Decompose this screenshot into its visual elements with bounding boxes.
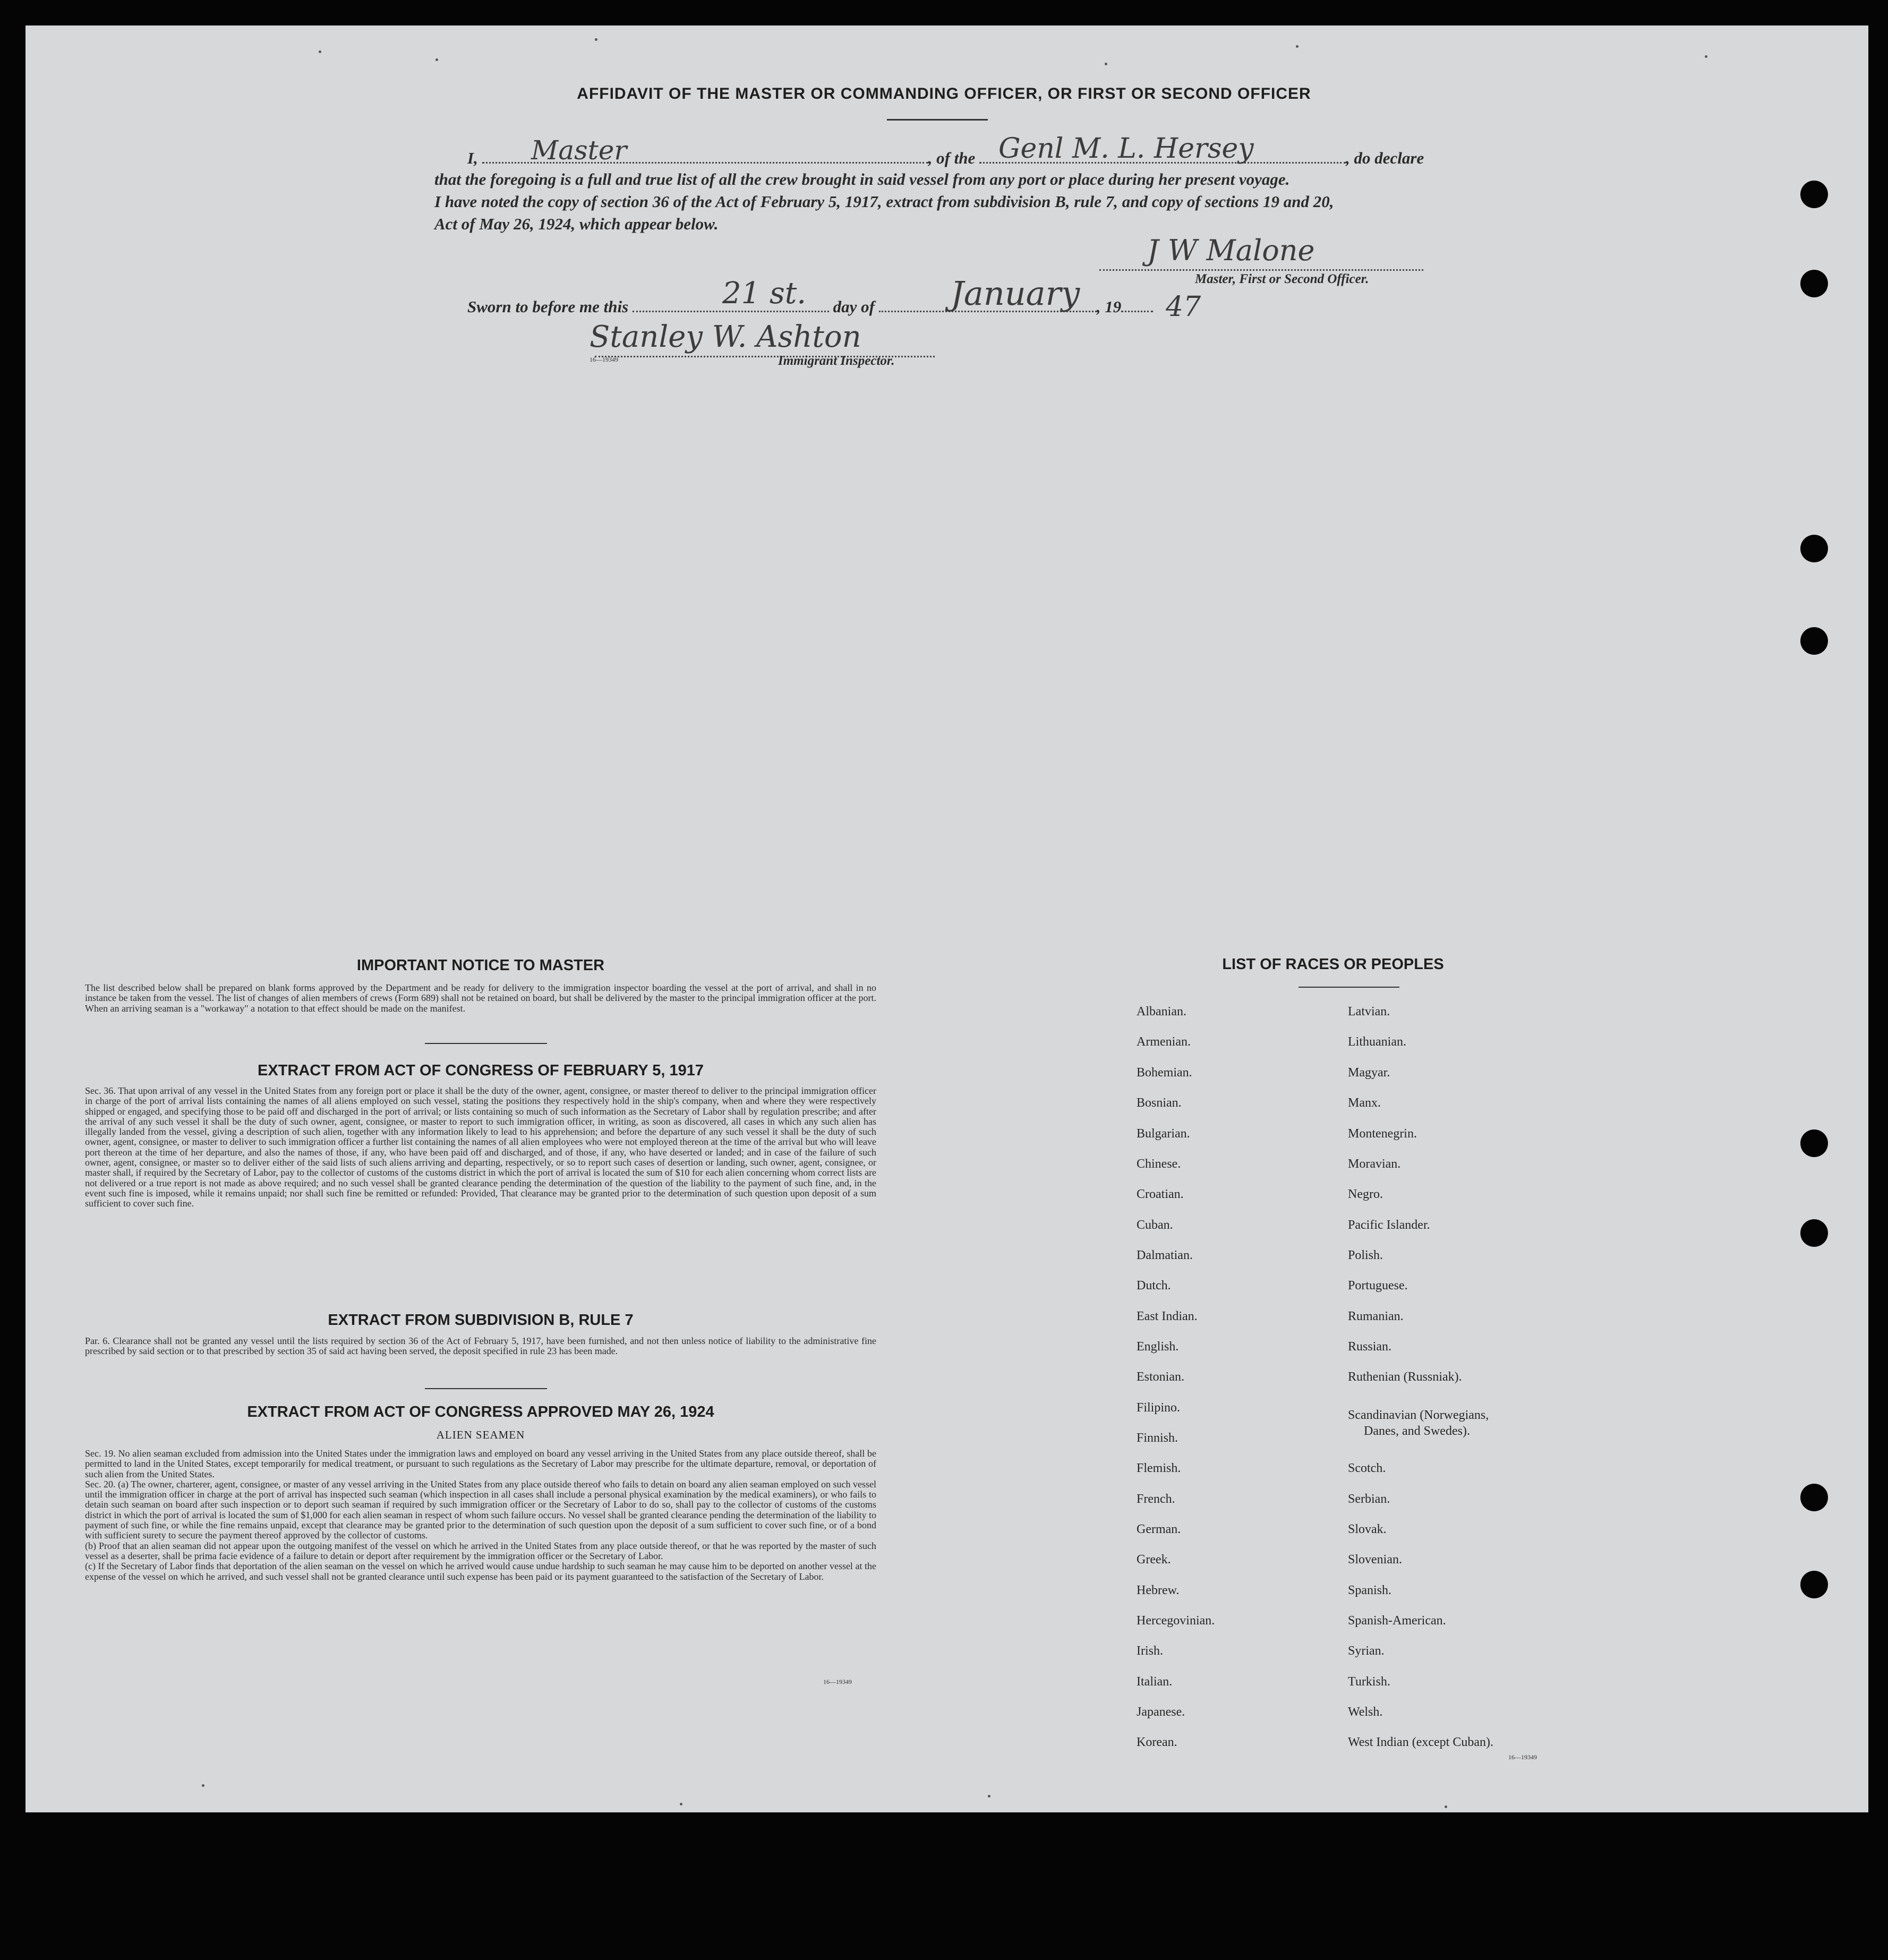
extract-1924-body bbox=[85, 1449, 876, 1582]
master-signature: J W Malone bbox=[1147, 234, 1315, 267]
speck bbox=[1296, 45, 1298, 48]
race-item: Hebrew. bbox=[1137, 1584, 1180, 1597]
race-item: Greek. bbox=[1137, 1553, 1171, 1567]
sec-20a-text: Sec. 20. (a) The owner, charterer, agent, consignee, or master of any vessel arriving in the United States from any place outside thereof who fails to detain on board any alien seaman employed on such vessel until the immigration officer in charge at the port of arrival has inspected such seaman (which inspection in all cases shall include a personal physical examination by the medical examiners), or who fails to detain such seaman on board after such inspection or to deport such seaman if required by such immigration officer or the Secretary of Labor to do so, shall pay to the collector of customs of the customs district in which the port of arrival is located the sum of $1,000 for each alien seaman in respect of whom such failure occurs. No vessel shall be granted clearance pending the determination of the liability to payment of such fine, or while the fine remains unpaid, except that clearance may be granted prior to the determination of such question upon the deposit of a sum sufficient to cover such fine, or of a bond with sufficient surety to secure the payment thereof approved by the collector of customs. bbox=[85, 1478, 876, 1541]
handwritten-vessel: Genl M. L. Hersey bbox=[998, 133, 1254, 165]
punch-hole bbox=[1800, 535, 1828, 562]
races-title: LIST OF RACES OR PEOPLES bbox=[1222, 956, 1444, 973]
handwritten-month: January bbox=[951, 274, 1080, 313]
race-item: Japanese. bbox=[1137, 1705, 1185, 1719]
race-item: Italian. bbox=[1137, 1675, 1173, 1689]
speck bbox=[319, 50, 321, 53]
punch-hole bbox=[1800, 627, 1828, 655]
race-item: Spanish. bbox=[1348, 1584, 1392, 1597]
race-item: Croatian. bbox=[1137, 1187, 1184, 1201]
race-item: Moravian. bbox=[1348, 1157, 1401, 1171]
sworn-year-prefix: , 19 bbox=[1096, 297, 1122, 316]
races-divider bbox=[1298, 987, 1399, 988]
race-item: Welsh. bbox=[1348, 1705, 1383, 1719]
rule7-title: EXTRACT FROM SUBDIVISION B, RULE 7 bbox=[328, 1312, 634, 1329]
sec-20c-text: (c) If the Secretary of Labor finds that deportation of the alien seaman on the vessel on which he arrived would cause undue hardship to such seaman he may cause him to be deported on another vessel at the expense of the vessel on which he arrived, and such vessel shall not be granted clearance until such expense has been paid or its payment guaranteed to the satisfaction of the Secretary of Labor. bbox=[85, 1561, 876, 1582]
race-item: Negro. bbox=[1348, 1187, 1383, 1201]
form-number-top: 16—19349 bbox=[590, 356, 618, 363]
title-divider bbox=[887, 119, 988, 121]
race-item: Hercegovinian. bbox=[1137, 1614, 1215, 1628]
rule7-text: Par. 6. Clearance shall not be granted any vessel until the lists required by section 36 of the Act of February 5, 1917, have been furnished, and not then unless notice of liability to the administrative fine prescribed by said section or to that prescribed by section 35 of said act having been served, the deposit specified in rule 23 has been made. bbox=[85, 1336, 876, 1357]
race-item: Scotch. bbox=[1348, 1461, 1386, 1475]
affidavit-line-2: that the foregoing is a full and true list of all the crew brought in said vessel from any port or place during her present voyage. bbox=[434, 170, 1290, 189]
handwritten-rank: Master bbox=[531, 135, 627, 166]
race-item: Armenian. bbox=[1137, 1035, 1191, 1049]
race-item: Filipino. bbox=[1137, 1401, 1181, 1415]
punch-hole bbox=[1800, 1129, 1828, 1157]
extract-1917-title: EXTRACT FROM ACT OF CONGRESS OF FEBRUARY 5, 1917 bbox=[257, 1062, 704, 1079]
race-item: Danes, and Swedes). bbox=[1364, 1424, 1470, 1438]
handwritten-year: 47 bbox=[1166, 291, 1201, 323]
race-item: Dutch. bbox=[1137, 1279, 1171, 1293]
race-item: Rumanian. bbox=[1348, 1309, 1404, 1323]
race-item: Finnish. bbox=[1137, 1431, 1178, 1445]
race-item: Magyar. bbox=[1348, 1066, 1390, 1080]
affidavit-title: AFFIDAVIT OF THE MASTER OR COMMANDING OFFICER, OR FIRST OR SECOND OFFICER bbox=[577, 85, 1311, 102]
race-item: German. bbox=[1137, 1522, 1181, 1536]
punch-hole bbox=[1800, 270, 1828, 297]
race-item: Bohemian. bbox=[1137, 1066, 1192, 1080]
race-item: Slovenian. bbox=[1348, 1553, 1402, 1567]
race-item: Albanian. bbox=[1137, 1005, 1186, 1018]
extract-1917-text: Sec. 36. That upon arrival of any vessel in the United States from any foreign port or place it shall be the duty of the owner, agent, consignee, or master thereof to deliver to the principal immigration officer in charge of the port of arrival lists containing the names of all aliens employed on such vessel, stating the positions they respectively hold in the ship's company, when and where they were respectively shipped or engaged, and specifying those to be paid off and discharged in the port of arrival; or lists containing so much of such information as the Secretary of Labor shall by regulation prescribe; and after the arrival of any such vessel it shall be the duty of such owner, agent, consignee, or master to report to such immigration officer, in writing, as soon as discovered, all cases in which any such alien has illegally landed from the vessel, giving a description of such alien, together with any information likely to lead to his apprehension; and before the departure of any such vessel it shall be the duty of such owner, agent, consignee, or master to deliver to such immigration officer a further list containing the names of all alien employees who were not employed thereon at the time of the arrival but who will leave port thereon at the time of her departure, and also the names of those, if any, who have been paid off and discharged, and of those, if any, who have deserted or landed; and in case of the failure of such owner, agent, consignee, or master so to deliver either of the said lists of such aliens arriving and departing, respectively, or so to report such cases of desertion or landing, such owner, agent, consignee, or master shall, if required by the Secretary of Labor, pay to the collector of customs of the customs district in which the port of arrival is located the sum of $10 for each alien concerning whom correct lists are not delivered or a true report is not made as above required; and no such vessel shall be granted clearance pending the determination of the question of the liability to the payment of such fine, and, in the event such fine is imposed, while it remains unpaid; nor shall such fine be remitted or refunded: Provided, That clearance may be granted prior to the determination of such question upon deposit of a sum sufficient to cover such fine. bbox=[85, 1085, 876, 1209]
line1-prefix: I, bbox=[467, 149, 478, 167]
race-item: Ruthenian (Russniak). bbox=[1348, 1370, 1462, 1384]
punch-hole bbox=[1800, 1484, 1828, 1511]
race-item: Chinese. bbox=[1137, 1157, 1181, 1171]
race-item: Bulgarian. bbox=[1137, 1127, 1190, 1141]
extract-1924-title: EXTRACT FROM ACT OF CONGRESS APPROVED MAY 26, 1924 bbox=[247, 1403, 714, 1420]
year-field[interactable] bbox=[1121, 299, 1153, 312]
race-item: Manx. bbox=[1348, 1096, 1381, 1110]
speck bbox=[1705, 55, 1707, 58]
line1-end: , do declare bbox=[1346, 149, 1424, 167]
race-item: Flemish. bbox=[1137, 1461, 1181, 1475]
line1-mid: , of the bbox=[928, 149, 976, 167]
race-item: Estonian. bbox=[1137, 1370, 1184, 1384]
race-item: Montenegrin. bbox=[1348, 1127, 1417, 1141]
speck bbox=[595, 38, 597, 41]
punch-hole bbox=[1800, 181, 1828, 208]
divider bbox=[425, 1388, 547, 1389]
sec-19-text: Sec. 19. No alien seaman excluded from admission into the United States under the immigration laws and employed on board any vessel arriving in the United States from any place outside thereof, shall be permitted to land in the United States, except temporarily for medical treatment, or pursuant to such regulations as the Secretary of Labor may prescribe for the ultimate departure, removal, or deportation of such alien from the United States. bbox=[85, 1448, 876, 1479]
speck bbox=[1105, 63, 1107, 65]
race-item: Portuguese. bbox=[1348, 1279, 1408, 1293]
inspector-signature: Stanley W. Ashton bbox=[590, 320, 861, 354]
race-item: Scandinavian (Norwegians, bbox=[1348, 1408, 1489, 1422]
alien-seamen-subtitle: ALIEN SEAMEN bbox=[436, 1428, 525, 1441]
punch-hole bbox=[1800, 1219, 1828, 1247]
sworn-prefix: Sworn to before me this bbox=[467, 297, 629, 316]
race-item: Pacific Islander. bbox=[1348, 1218, 1430, 1232]
notice-title: IMPORTANT NOTICE TO MASTER bbox=[356, 957, 605, 974]
race-item: Syrian. bbox=[1348, 1644, 1385, 1658]
affidavit-line-3: I have noted the copy of section 36 of the Act of February 5, 1917, extract from subdivision B, rule 7, and copy of sections 19 and 20, bbox=[434, 192, 1334, 211]
form-number-right: 16—19349 bbox=[1508, 1753, 1537, 1761]
form-number-left: 16—19349 bbox=[823, 1678, 852, 1685]
race-item: Spanish-American. bbox=[1348, 1614, 1446, 1628]
notice-text: The list described below shall be prepared on blank forms approved by the Department and be ready for delivery to the immigration inspector boarding the vessel at the port of arrival, and shall in no instance be taken from the vessel. The list of changes of alien members of crews (Form 689) shall not be retained on board, but shall be delivered by the master to the principal immigration officer at the port. When an arriving seaman is a "workaway" a notation to that effect should be made on the manifest. bbox=[85, 982, 876, 1014]
race-item: Cuban. bbox=[1137, 1218, 1173, 1232]
speck bbox=[435, 58, 438, 61]
speck bbox=[1445, 1805, 1447, 1808]
affidavit-line-4: Act of May 26, 1924, which appear below. bbox=[434, 215, 719, 233]
handwritten-day: 21 st. bbox=[722, 276, 807, 311]
race-item: Polish. bbox=[1348, 1248, 1383, 1262]
race-item: West Indian (except Cuban). bbox=[1348, 1735, 1493, 1749]
race-item: Bosnian. bbox=[1137, 1096, 1182, 1110]
race-item: English. bbox=[1137, 1340, 1179, 1354]
speck bbox=[202, 1784, 204, 1787]
signature-line[interactable] bbox=[1099, 258, 1423, 271]
race-item: Serbian. bbox=[1348, 1492, 1390, 1506]
race-item: East Indian. bbox=[1137, 1309, 1198, 1323]
signature-caption: Master, First or Second Officer. bbox=[1195, 272, 1369, 286]
race-item: Turkish. bbox=[1348, 1675, 1390, 1689]
race-item: Slovak. bbox=[1348, 1522, 1387, 1536]
sworn-mid: day of bbox=[833, 297, 875, 316]
race-item: French. bbox=[1137, 1492, 1175, 1506]
punch-hole bbox=[1800, 1571, 1828, 1598]
speck bbox=[988, 1795, 990, 1798]
race-item: Korean. bbox=[1137, 1735, 1177, 1749]
race-item: Dalmatian. bbox=[1137, 1248, 1193, 1262]
speck bbox=[680, 1803, 682, 1805]
race-item: Lithuanian. bbox=[1348, 1035, 1406, 1049]
race-item: Irish. bbox=[1137, 1644, 1163, 1658]
sec-20b-text: (b) Proof that an alien seaman did not appear upon the outgoing manifest of the vessel on which he arrived in the United States from any place outside thereof, or that he was reported by the master of such vessel as a deserter, shall be prima facie evidence of a failure to detain or deport after requirement by the immigration officer or the Secretary of Labor. bbox=[85, 1540, 876, 1561]
inspector-caption: Immigrant Inspector. bbox=[778, 354, 895, 368]
race-item: Latvian. bbox=[1348, 1005, 1390, 1018]
divider bbox=[425, 1043, 547, 1044]
race-item: Russian. bbox=[1348, 1340, 1392, 1354]
